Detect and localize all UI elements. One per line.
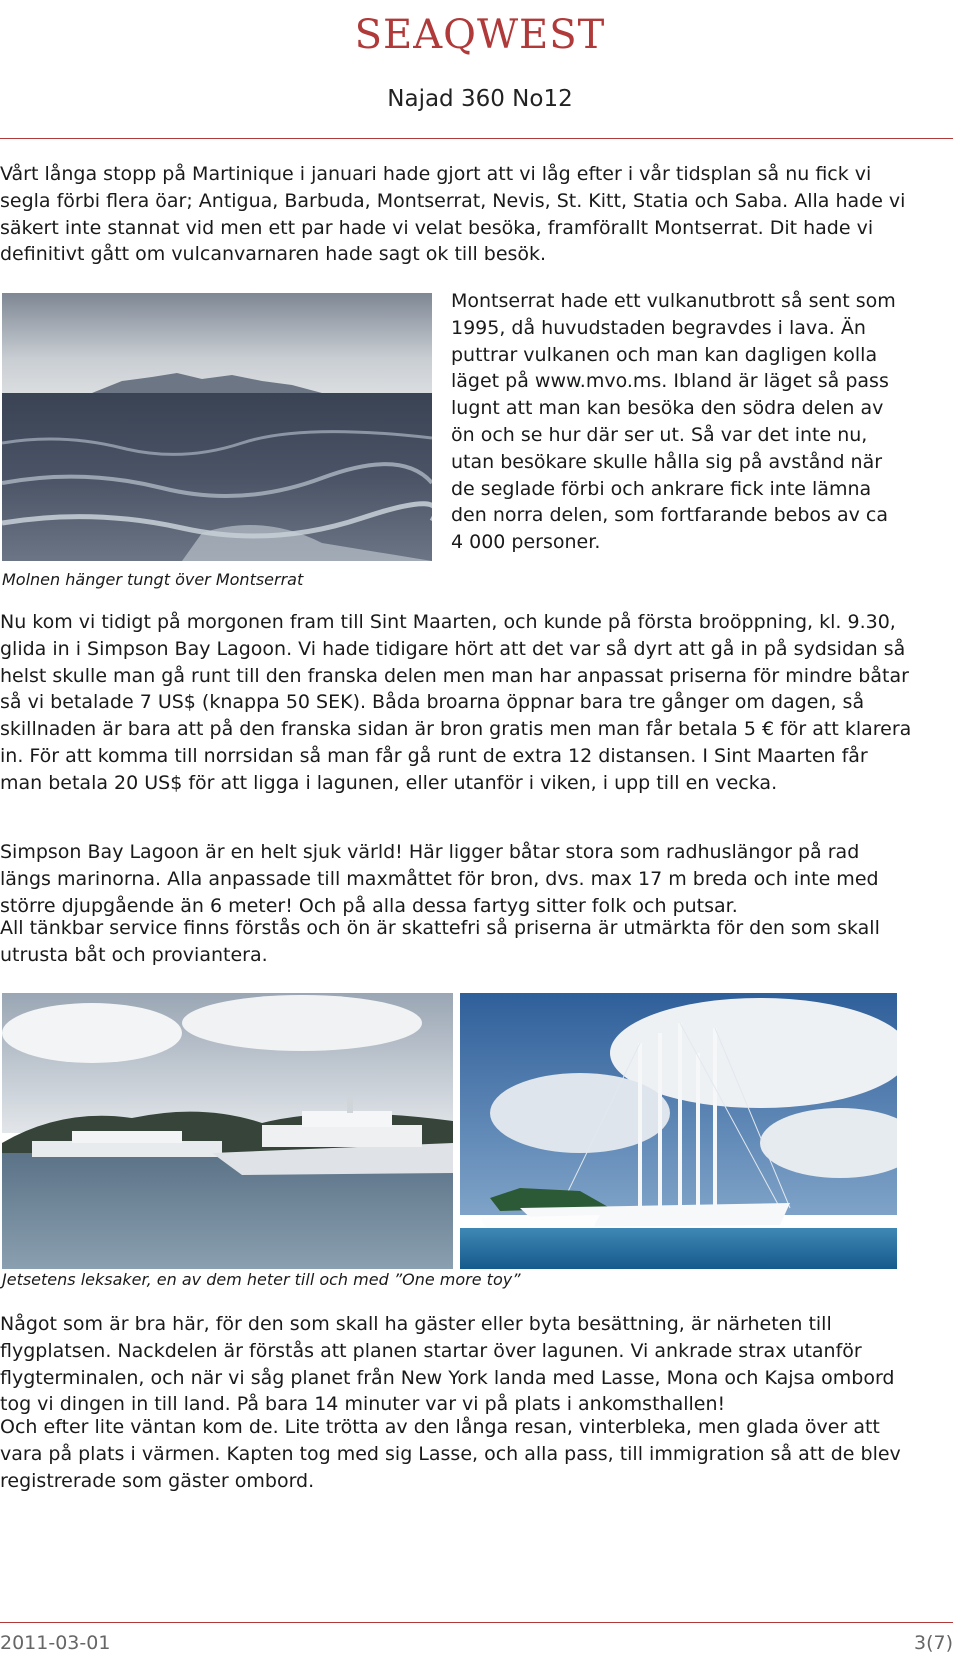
sint-maarten-paragraph: Nu kom vi tidigt på morgonen fram till Sint Maarten, och kunde på första broöppning, kl. 9.30, glida in i Simpson Bay Lagoon. Vi hade tidigare hört att det var så dyrt att gå in på sydsidan så helst skulle man gå runt till den franska delen men man har anpassat priserna för mindre båtar så vi betalade 7 US$ (knappa 50 SEK). Båda broarna öppnar bara tre gånger om dagen, så skillnaden är bara att på den franska sidan är bron gratis men man får betala 5 € för att klarera in. För att komma till norrsidan så man får gå runt de extra 12 distansen. I Sint Maarten får man betala 20 US$ för att ligga i lagunen, eller utanför i viken, i upp till en vecka. — [0, 611, 912, 794]
logo-wordmark: SEAQWEST — [354, 12, 606, 58]
arrival-paragraph: Och efter lite väntan kom de. Lite trötta av den långa resan, vinterbleka, men glada över att vara på plats i värmen. Kapten tog med sig Lasse, och alla pass, till immigration så att de blev registrerade som gäster ombord. — [0, 1416, 901, 1492]
intro-paragraph: Vårt långa stopp på Martinique i januari hade gjort att vi låg efter i vår tidsplan så nu fick vi segla förbi flera öar; Antigua, Barbuda, Montserrat, Nevis, St. Kitt, Statia och Saba. Alla hade vi säkert inte stannat vid men ett par hade vi velat besöka, framförallt Montserrat. Dit hade vi definitivt gått om vulcanvarnaren hade sagt ok till besök. — [0, 163, 906, 266]
lagoon-paragraph: Simpson Bay Lagoon är en helt sjuk värld! Här ligger båtar stora som radhuslängor på rad längs marinorna. Alla anpassade till maxmåttet för bron, dvs. max 17 m breda och inte med större djupgående än 6 meter! Och på alla dessa fartyg sitter folk och putsar. — [0, 841, 879, 917]
service-paragraph: All tänkbar service finns förstås och ön är skattefri så priserna är utmärkta för den som skall utrusta båt och proviantera. — [0, 917, 880, 966]
yachts-caption: Jetsetens leksaker, en av dem heter till och med ”One more toy” — [2, 1270, 521, 1289]
page-number: 3(7) — [913, 1632, 953, 1654]
superyachts-photo — [2, 993, 453, 1269]
montserrat-caption: Molnen hänger tungt över Montserrat — [2, 570, 304, 589]
document-title: Najad 360 No12 — [387, 86, 573, 112]
sailing-yachts-photo — [460, 993, 897, 1269]
montserrat-sea-photo — [2, 293, 432, 561]
airport-paragraph: Något som är bra här, för den som skall ha gäster eller byta besättning, är närheten till flygplatsen. Nackdelen är förstås att planen startar över lagunen. Vi ankrade strax utanför flygterminalen, och när vi såg planet från New York landa med Lasse, Mona och Kajsa ombord tog vi dingen in till land. På bara 14 minuter var vi på plats i ankomsthallen! — [0, 1313, 895, 1416]
header-divider — [0, 138, 953, 139]
seaqwest-logo — [0, 12, 960, 58]
footer-divider — [0, 1622, 953, 1623]
footer-date: 2011-03-01 — [0, 1632, 111, 1654]
montserrat-paragraph: Montserrat hade ett vulkanutbrott så sent som 1995, då huvudstaden begravdes i lava. Än puttrar vulkanen och man kan dagligen kolla läget på www.mvo.ms. Ibland är läget så pass lugnt att man kan besöka den södra delen av ön och se hur där ser ut. Så var det inte nu, utan besökare skulle hålla sig på avstånd när de seglade förbi och ankrare fick inte lämna den norra delen, som fortfarande bebos av ca 4 000 personer. — [451, 290, 896, 554]
